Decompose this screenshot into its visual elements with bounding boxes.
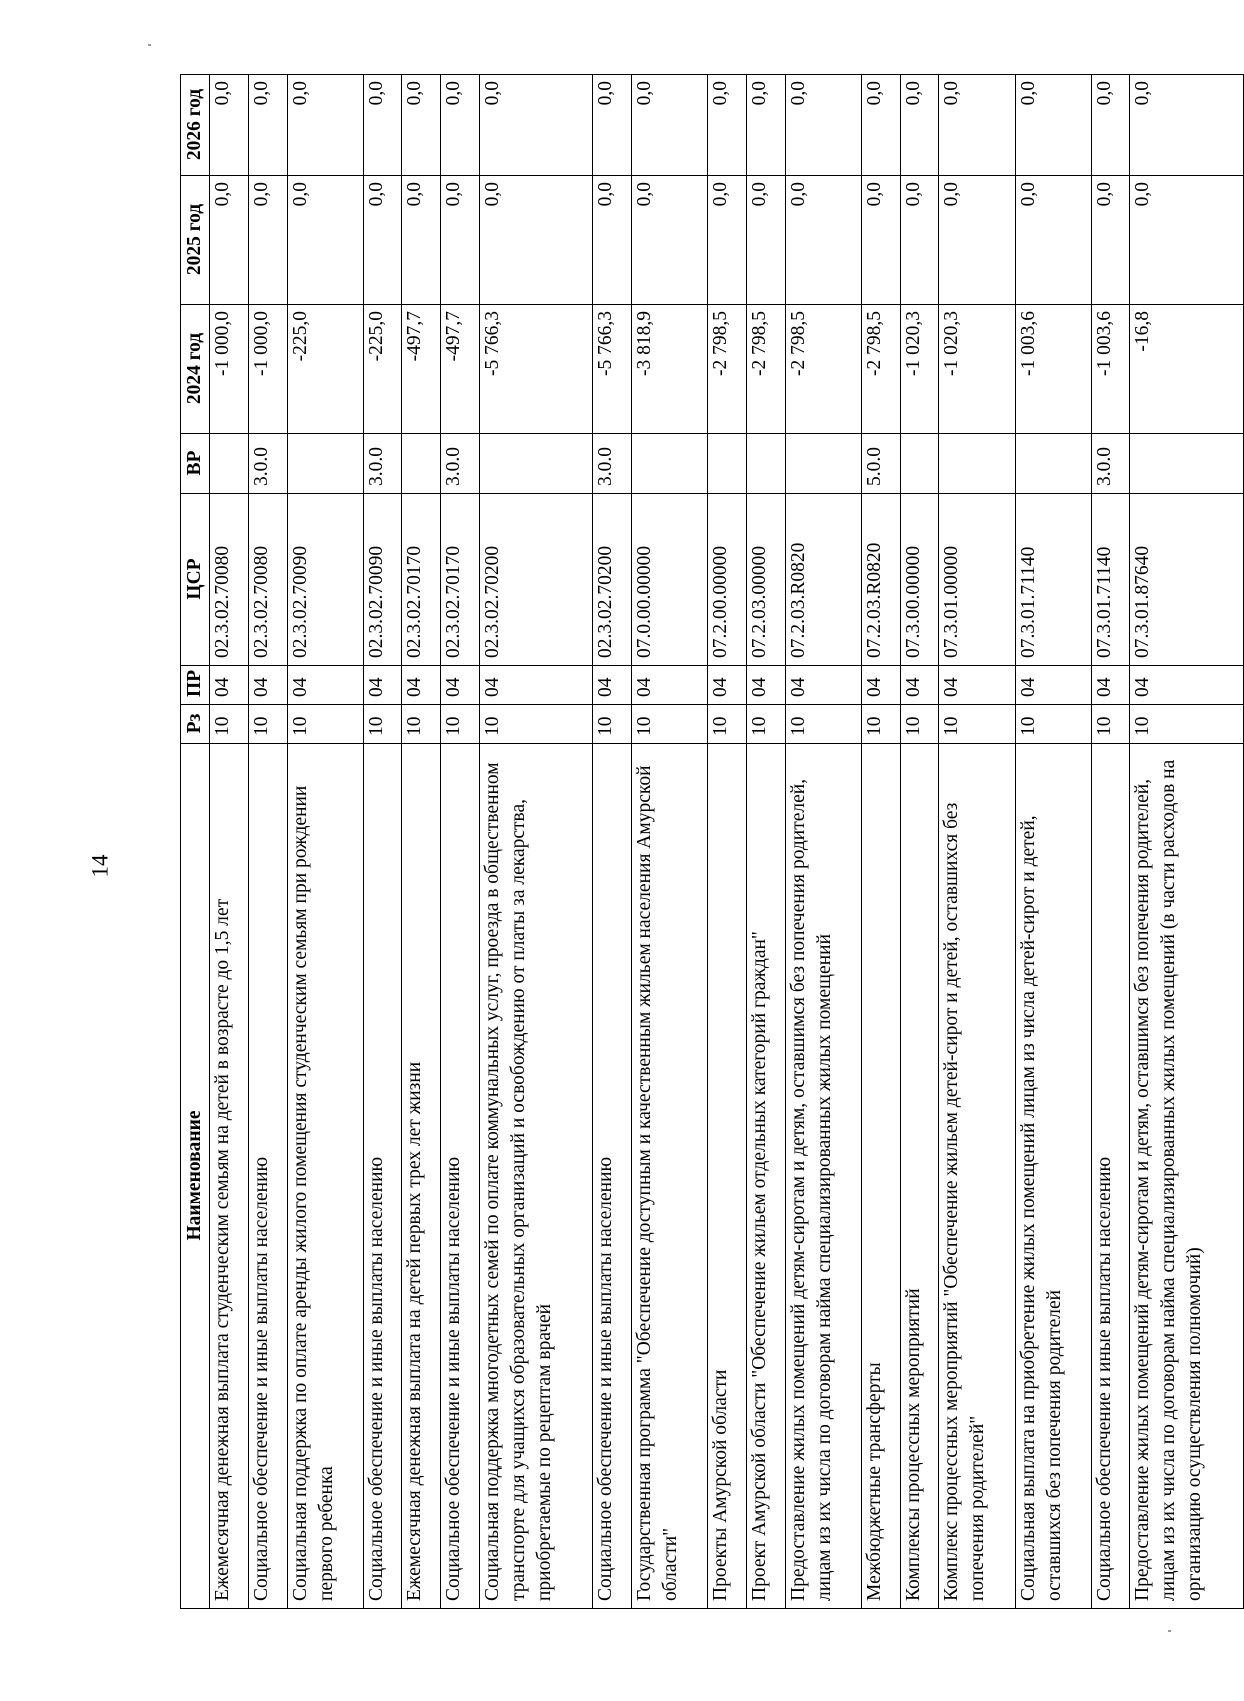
cell-rz: 10 (479, 705, 592, 744)
cell-2025: 0,0 (593, 176, 632, 305)
cell-2026: 0,0 (1015, 75, 1091, 176)
cell-rz: 10 (861, 705, 900, 744)
table-row (248, 75, 287, 1609)
cell-rz: 10 (1130, 705, 1244, 744)
cell-name: Социальное обеспечение и иные выплаты населению (248, 744, 287, 1609)
cell-rz: 10 (287, 705, 363, 744)
cell-2025: 0,0 (1130, 176, 1244, 305)
cell-2025: 0,0 (287, 176, 363, 305)
rotated-page-area (180, 75, 1244, 1609)
cell-rz: 10 (708, 705, 747, 744)
cell-name: Социальное обеспечение и иные выплаты населению (363, 744, 402, 1609)
table-row (1015, 75, 1091, 1609)
cell-csr: 07.3.01.87640 (1130, 494, 1244, 666)
cell-pr: 04 (441, 666, 480, 705)
header-2026: 2026 год (181, 75, 210, 176)
cell-csr: 07.3.01.71140 (1091, 494, 1130, 666)
cell-2024: -225,0 (287, 305, 363, 434)
cell-rz: 10 (1091, 705, 1130, 744)
cell-name: Комплекс процессных мероприятий "Обеспечение жильем детей-сирот и детей, оставшихся без попечения родителей" (939, 744, 1015, 1609)
cell-rz: 10 (210, 705, 249, 744)
cell-2024: -225,0 (363, 305, 402, 434)
cell-csr: 07.2.03.R0820 (861, 494, 900, 666)
cell-rz: 10 (248, 705, 287, 744)
cell-name: Проект Амурской области "Обеспечение жильем отдельных категорий граждан" (747, 744, 786, 1609)
cell-vr: 5.0.0 (861, 434, 900, 494)
table-row (402, 75, 441, 1609)
cell-name: Государственная программа "Обеспечение доступным и качественным жильем населения Амурской области" (632, 744, 708, 1609)
cell-csr: 02.3.02.70090 (363, 494, 402, 666)
page-number-text: 14 (87, 854, 112, 878)
table-row (441, 75, 480, 1609)
cell-vr (747, 434, 786, 494)
cell-2026: 0,0 (210, 75, 249, 176)
header-rz: Рз (181, 705, 210, 744)
table-row (747, 75, 786, 1609)
cell-csr: 07.3.01.00000 (939, 494, 1015, 666)
table-row (287, 75, 363, 1609)
cell-pr: 04 (210, 666, 249, 705)
budget-table (180, 74, 1244, 1609)
header-2025: 2025 год (181, 176, 210, 305)
table-row (593, 75, 632, 1609)
cell-pr: 04 (861, 666, 900, 705)
cell-vr: 3.0.0 (441, 434, 480, 494)
cell-2025: 0,0 (861, 176, 900, 305)
cell-2024: -2 798,5 (747, 305, 786, 434)
table-row (861, 75, 900, 1609)
scan-speck (148, 44, 151, 46)
cell-name: Социальное обеспечение и иные выплаты населению (441, 744, 480, 1609)
cell-vr (632, 434, 708, 494)
cell-vr (210, 434, 249, 494)
cell-pr: 04 (363, 666, 402, 705)
cell-2025: 0,0 (479, 176, 592, 305)
cell-pr: 04 (1130, 666, 1244, 705)
cell-2024: -497,7 (402, 305, 441, 434)
cell-vr: 3.0.0 (1091, 434, 1130, 494)
cell-2024: -1 020,3 (939, 305, 1015, 434)
cell-name: Межбюджетные трансферты (861, 744, 900, 1609)
cell-pr: 04 (785, 666, 861, 705)
cell-csr: 02.3.02.70090 (287, 494, 363, 666)
cell-2024: -497,7 (441, 305, 480, 434)
cell-csr: 02.3.02.70170 (441, 494, 480, 666)
cell-vr: 3.0.0 (593, 434, 632, 494)
cell-vr (1015, 434, 1091, 494)
cell-pr: 04 (402, 666, 441, 705)
header-csr: ЦСР (181, 494, 210, 666)
cell-name: Предоставление жилых помещений детям-сиротам и детям, оставшимся без попечения родителей, лицам из их числа по договорам найма специализированных жилых помещений (785, 744, 861, 1609)
cell-csr: 02.3.02.70200 (479, 494, 592, 666)
header-pr: ПР (181, 666, 210, 705)
cell-2025: 0,0 (708, 176, 747, 305)
cell-pr: 04 (708, 666, 747, 705)
cell-2026: 0,0 (441, 75, 480, 176)
cell-pr: 04 (593, 666, 632, 705)
cell-2024: -2 798,5 (708, 305, 747, 434)
cell-2024: -2 798,5 (785, 305, 861, 434)
cell-vr (785, 434, 861, 494)
cell-pr: 04 (747, 666, 786, 705)
table-row (1130, 75, 1244, 1609)
cell-pr: 04 (479, 666, 592, 705)
cell-2025: 0,0 (248, 176, 287, 305)
cell-2024: -1 003,6 (1091, 305, 1130, 434)
cell-2025: 0,0 (747, 176, 786, 305)
table-body (210, 75, 1244, 1609)
cell-name: Ежемесячная денежная выплата на детей первых трех лет жизни (402, 744, 441, 1609)
cell-pr: 04 (287, 666, 363, 705)
cell-vr: 3.0.0 (363, 434, 402, 494)
cell-2026: 0,0 (402, 75, 441, 176)
cell-name: Социальное обеспечение и иные выплаты населению (1091, 744, 1130, 1609)
cell-csr: 07.2.03.00000 (747, 494, 786, 666)
table-row (363, 75, 402, 1609)
cell-pr: 04 (900, 666, 939, 705)
cell-vr (708, 434, 747, 494)
cell-2024: -1 003,6 (1015, 305, 1091, 434)
cell-2026: 0,0 (1130, 75, 1244, 176)
table-row (632, 75, 708, 1609)
cell-2024: -5 766,3 (479, 305, 592, 434)
cell-name: Социальная выплата на приобретение жилых помещений лицам из числа детей-сирот и детей, оставшихся без попечения родителей (1015, 744, 1091, 1609)
cell-csr: 02.3.02.70170 (402, 494, 441, 666)
table-row (479, 75, 592, 1609)
cell-2024: -1 000,0 (248, 305, 287, 434)
cell-2026: 0,0 (287, 75, 363, 176)
cell-name: Комплексы процессных мероприятий (900, 744, 939, 1609)
cell-2026: 0,0 (900, 75, 939, 176)
cell-pr: 04 (248, 666, 287, 705)
cell-vr (479, 434, 592, 494)
cell-2024: -1 000,0 (210, 305, 249, 434)
cell-pr: 04 (632, 666, 708, 705)
cell-vr: 3.0.0 (248, 434, 287, 494)
page-number (85, 846, 115, 886)
cell-2026: 0,0 (939, 75, 1015, 176)
cell-pr: 04 (939, 666, 1015, 705)
cell-2024: -1 020,3 (900, 305, 939, 434)
table-row (708, 75, 747, 1609)
table-row (939, 75, 1015, 1609)
cell-2024: -2 798,5 (861, 305, 900, 434)
table-row (900, 75, 939, 1609)
header-vr: ВР (181, 434, 210, 494)
cell-name: Социальная поддержка многодетных семей по оплате коммунальных услуг, проезда в общественном транспорте для учащихся образовательных организаций и освобождению от платы за лекарства, приобретаемые по рецептам врачей (479, 744, 592, 1609)
cell-name: Проекты Амурской области (708, 744, 747, 1609)
header-2024: 2024 год (181, 305, 210, 434)
table-row (210, 75, 249, 1609)
cell-2026: 0,0 (747, 75, 786, 176)
cell-2026: 0,0 (1091, 75, 1130, 176)
cell-rz: 10 (402, 705, 441, 744)
cell-rz: 10 (900, 705, 939, 744)
cell-rz: 10 (441, 705, 480, 744)
cell-rz: 10 (785, 705, 861, 744)
table-row (1091, 75, 1130, 1609)
cell-2025: 0,0 (632, 176, 708, 305)
scan-speck (1168, 1630, 1171, 1632)
cell-2024: -16,8 (1130, 305, 1244, 434)
cell-csr: 02.3.02.70200 (593, 494, 632, 666)
cell-csr: 07.2.03.R0820 (785, 494, 861, 666)
cell-csr: 07.3.00.00000 (900, 494, 939, 666)
cell-2026: 0,0 (248, 75, 287, 176)
cell-2025: 0,0 (785, 176, 861, 305)
header-name: Наименование (181, 744, 210, 1609)
cell-csr: 07.2.00.00000 (708, 494, 747, 666)
cell-2025: 0,0 (1091, 176, 1130, 305)
cell-2026: 0,0 (363, 75, 402, 176)
cell-csr: 02.3.02.70080 (248, 494, 287, 666)
cell-2026: 0,0 (708, 75, 747, 176)
cell-2026: 0,0 (785, 75, 861, 176)
cell-vr (287, 434, 363, 494)
cell-pr: 04 (1091, 666, 1130, 705)
cell-2025: 0,0 (210, 176, 249, 305)
cell-2024: -5 766,3 (593, 305, 632, 434)
cell-2026: 0,0 (479, 75, 592, 176)
rotated-table-container (180, 75, 1244, 1609)
cell-2026: 0,0 (593, 75, 632, 176)
cell-name: Предоставление жилых помещений детям-сиротам и детям, оставшимся без попечения родителей, лицам из их числа по договорам найма специализированных жилых помещений (в части расходов на организацию осуществления полномочий) (1130, 744, 1244, 1609)
cell-name: Ежемесячная денежная выплата студенческим семьям на детей в возрасте до 1,5 лет (210, 744, 249, 1609)
cell-2025: 0,0 (363, 176, 402, 305)
cell-rz: 10 (363, 705, 402, 744)
cell-vr (402, 434, 441, 494)
cell-2024: -3 818,9 (632, 305, 708, 434)
cell-2025: 0,0 (441, 176, 480, 305)
table-row (785, 75, 861, 1609)
cell-vr (1130, 434, 1244, 494)
cell-pr: 04 (1015, 666, 1091, 705)
cell-2025: 0,0 (939, 176, 1015, 305)
cell-csr: 02.3.02.70080 (210, 494, 249, 666)
cell-csr: 07.3.01.71140 (1015, 494, 1091, 666)
cell-rz: 10 (632, 705, 708, 744)
cell-vr (939, 434, 1015, 494)
cell-rz: 10 (1015, 705, 1091, 744)
cell-2025: 0,0 (900, 176, 939, 305)
cell-2025: 0,0 (1015, 176, 1091, 305)
cell-rz: 10 (593, 705, 632, 744)
cell-2025: 0,0 (402, 176, 441, 305)
cell-name: Социальная поддержка по оплате аренды жилого помещения студенческим семьям при рождении первого ребенка (287, 744, 363, 1609)
cell-2026: 0,0 (632, 75, 708, 176)
cell-csr: 07.0.00.00000 (632, 494, 708, 666)
cell-rz: 10 (747, 705, 786, 744)
table-header-row (181, 75, 210, 1609)
cell-2026: 0,0 (861, 75, 900, 176)
cell-vr (900, 434, 939, 494)
cell-name: Социальное обеспечение и иные выплаты населению (593, 744, 632, 1609)
cell-rz: 10 (939, 705, 1015, 744)
